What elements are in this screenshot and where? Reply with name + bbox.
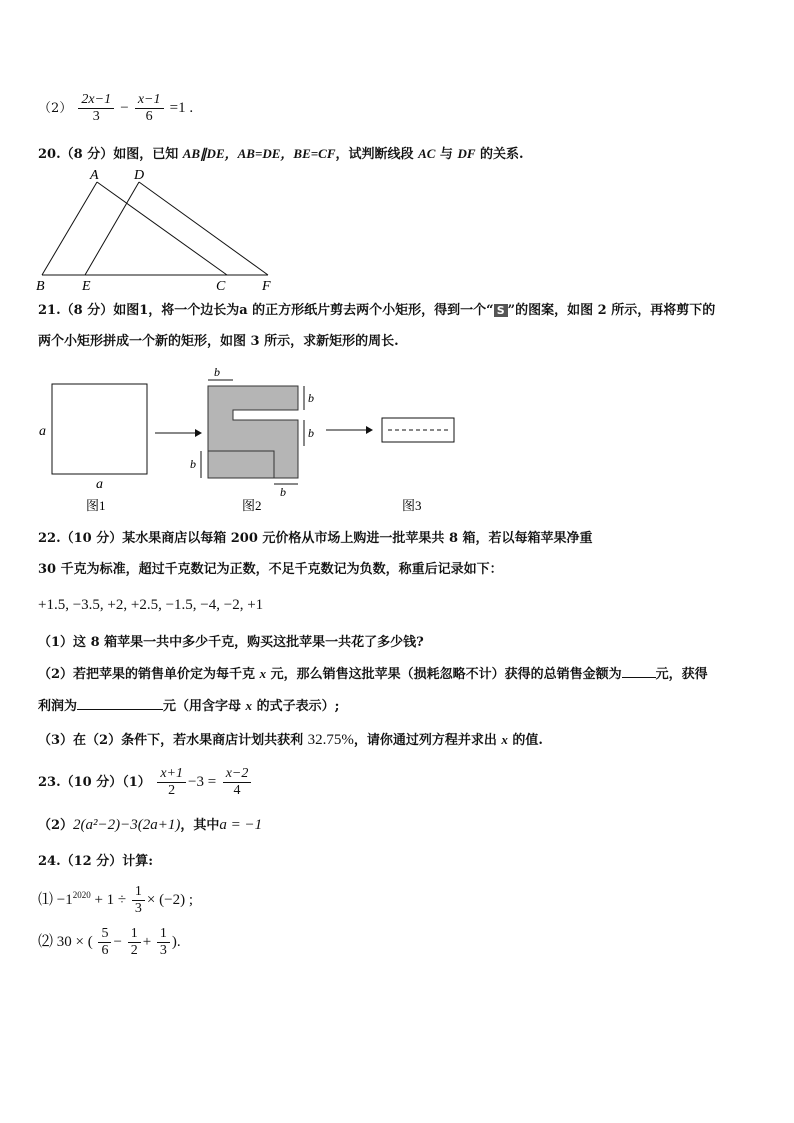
q21-line1: [38, 302, 715, 320]
fraction: [128, 926, 141, 959]
denominator: 2: [168, 783, 176, 798]
expression-part: ⑵ 30 × (: [38, 933, 93, 950]
q22-text-part: 的值.: [507, 733, 543, 748]
point-label-b: B: [36, 279, 45, 294]
q20-text-part: 与: [435, 147, 458, 162]
side-label-a: a: [96, 477, 103, 492]
q22-text-part: （3）在（2）条件下，若水果商店计划共获利: [38, 733, 308, 748]
q22-part2-cont: [38, 697, 339, 716]
numerator: 1: [132, 884, 145, 901]
denominator: 6: [145, 109, 153, 124]
point-label-d: D: [134, 168, 145, 183]
answer-blank[interactable]: [77, 697, 163, 710]
profit-percent: 32.75%: [307, 732, 354, 748]
s-shape-icon: S: [494, 304, 508, 317]
variable-x: x: [501, 732, 508, 747]
q23-part-label: （2）: [38, 818, 74, 833]
q22-text: 22.（10 分）某水果商店以每箱 200 元价格从市场上购进一批苹果共 8 箱，若以每箱苹果净重: [38, 531, 593, 546]
q23-part1: [38, 766, 253, 799]
caption-fig2: 图2: [242, 498, 262, 513]
q22-line2: [38, 561, 503, 579]
fraction: [223, 766, 252, 799]
q20-text: [38, 145, 524, 164]
q20-head: 20.（8 分）如图，已知: [38, 147, 183, 162]
dim-label-b: b: [280, 485, 286, 499]
caption-fig1: 图1: [86, 498, 106, 513]
denominator: 4: [233, 783, 241, 798]
q22-text-part: 元，那么销售这批苹果（损耗忽略不计）获得的总销售金额为: [266, 667, 622, 682]
q22-data: [38, 596, 263, 614]
q22-text-part: （2）若把苹果的销售单价定为每千克: [38, 667, 260, 682]
denominator: 3: [159, 943, 167, 958]
point-label-a: A: [90, 168, 99, 183]
variable-x: x: [245, 698, 253, 713]
segment-df: DF: [457, 146, 476, 161]
point-label-f: F: [262, 279, 271, 294]
q22-part1: [38, 634, 424, 652]
operator: −: [120, 100, 129, 116]
fraction: [78, 92, 114, 125]
line-ab: [42, 182, 97, 275]
q24-expr2: [38, 926, 181, 959]
dim-label-b: b: [308, 391, 314, 405]
fraction: [98, 926, 111, 959]
q19-part2: [38, 92, 193, 125]
expression-part: ).: [171, 933, 181, 950]
denominator: 3: [92, 109, 100, 124]
point-label-e: E: [82, 279, 91, 294]
denominator: 3: [134, 901, 142, 916]
expression: 2(a²−2)−3(2a+1): [73, 817, 181, 833]
expression-part: × (−2) ;: [146, 891, 193, 908]
q24-expr1: [38, 884, 193, 917]
line-de: [85, 182, 139, 275]
fraction: [157, 926, 170, 959]
q21-text-part: 两个小矩形拼成一个新的矩形，如图 3 所示，求新矩形的周长.: [38, 334, 399, 349]
expression-part: ⑴ −1: [38, 891, 73, 908]
q19-part-label: （2）: [38, 101, 73, 116]
q22-line1: [38, 530, 593, 548]
q20-figure: [30, 165, 290, 295]
q22-text-part: 元，获得: [655, 667, 708, 682]
q21-figures: [30, 362, 470, 522]
q22-text-part: 利润为: [38, 699, 78, 714]
q20-condition: AB∥DE，AB=DE，BE=CF: [182, 146, 336, 161]
operator: −: [113, 933, 122, 950]
square-fig1: [52, 384, 147, 474]
equation-rhs: =1 .: [169, 100, 194, 116]
q21-text-part: ”的图案，如图 2 所示，再将剪下的: [507, 303, 716, 318]
q22-part3: [38, 731, 543, 750]
numerator: x−2: [223, 766, 252, 783]
denominator: 6: [101, 943, 109, 958]
fraction: [157, 766, 186, 799]
exponent: 2020: [72, 889, 91, 900]
point-label-c: C: [216, 279, 226, 294]
q23-text-part: ，其中: [180, 818, 220, 833]
q23-part2: [38, 816, 262, 835]
numerator: 1: [157, 926, 170, 943]
operator: +: [142, 933, 152, 950]
expression-part: + 1 ÷: [90, 891, 127, 908]
q22-text-part: ，请你通过列方程并求出: [353, 733, 502, 748]
condition: a = −1: [219, 817, 263, 833]
numerator: x−1: [135, 92, 164, 109]
answer-blank[interactable]: [622, 665, 656, 678]
numerator: x+1: [157, 766, 186, 783]
numerator: 5: [98, 926, 111, 943]
q22-text-part: 元（用含字母: [163, 699, 246, 714]
denominator: 2: [130, 943, 138, 958]
operator: −3 =: [187, 774, 217, 790]
q22-question: （1）这 8 箱苹果一共中多少千克，购买这批苹果一共花了多少钱?: [38, 635, 424, 650]
q24-head: [38, 853, 153, 871]
fraction: [132, 884, 145, 917]
line-df: [139, 182, 268, 275]
q22-part2: [38, 665, 708, 684]
q23-head: 23.（10 分）（1）: [38, 775, 151, 790]
q21-line2: [38, 333, 399, 351]
dim-label-b: b: [308, 426, 314, 440]
s-shape-bottom: [208, 451, 274, 478]
arrow-head-icon: [195, 429, 202, 437]
q22-text-part: 的式子表示）;: [252, 699, 340, 714]
line-ac: [97, 182, 227, 275]
fraction: [135, 92, 164, 125]
numerator: 1: [128, 926, 141, 943]
weight-records: +1.5, −3.5, +2, +2.5, −1.5, −4, −2, +1: [38, 597, 264, 613]
variable-x: x: [259, 666, 267, 681]
q24-title: 24.（12 分）计算:: [38, 854, 154, 869]
side-label-a: a: [39, 424, 46, 439]
q20-text-part: ，试判断线段: [335, 147, 419, 162]
q22-text: 30 千克为标准，超过千克数记为正数，不足千克数记为负数，称重后记录如下：: [38, 562, 503, 577]
dim-label-b: b: [214, 365, 220, 379]
caption-fig3: 图3: [402, 498, 422, 513]
numerator: 2x−1: [78, 92, 114, 109]
q20-text-part: 的关系.: [475, 147, 524, 162]
q21-text-part: 21.（8 分）如图1，将一个边长为a 的正方形纸片剪去两个小矩形，得到一个“: [38, 303, 494, 318]
arrow-head-icon: [366, 426, 373, 434]
dim-label-b: b: [190, 457, 196, 471]
segment-ac: AC: [418, 146, 436, 161]
